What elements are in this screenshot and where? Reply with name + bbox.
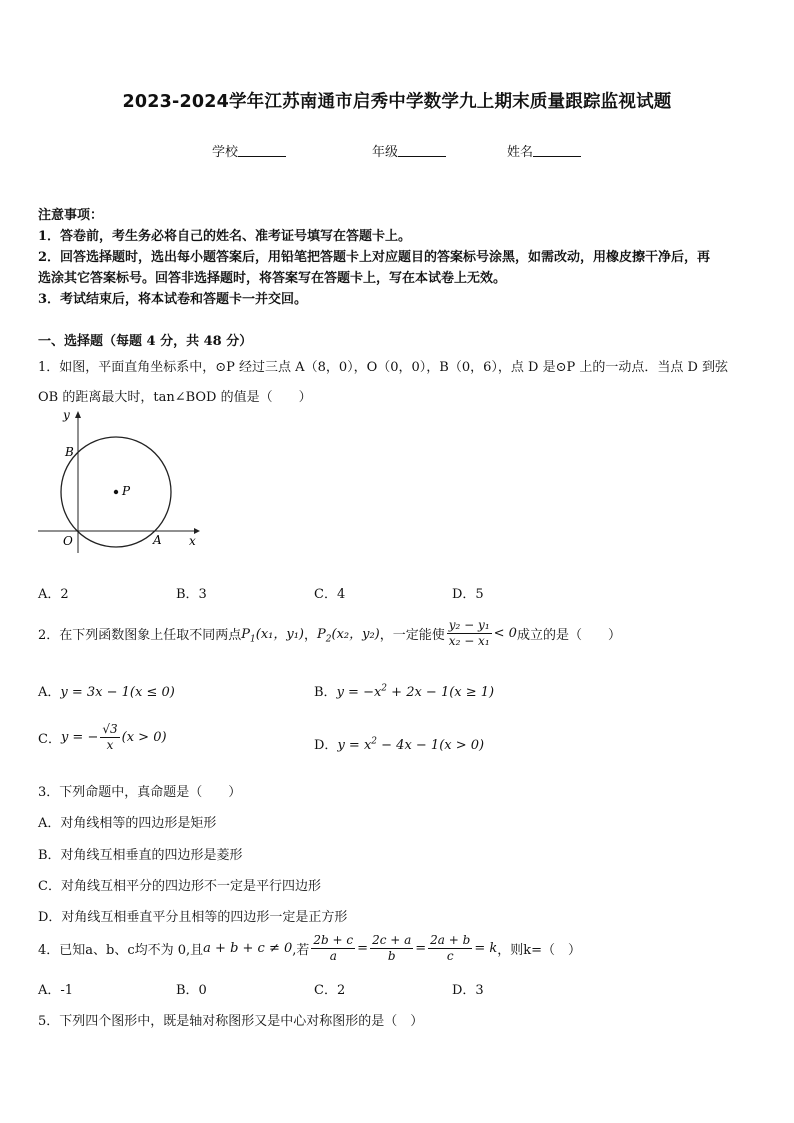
school-blank xyxy=(238,144,286,157)
q4-stem xyxy=(38,933,581,964)
q3-option-c: C．对角线互相平分的四边形不一定是平行四边形 xyxy=(38,879,321,894)
q2-option-a xyxy=(38,681,175,700)
q3-option-b: B．对角线互相垂直的四边形是菱形 xyxy=(38,848,243,863)
q1-line1: 1．如图，平面直角坐标系中，⊙P 经过三点 A（8，0），O（0，0），B（0，6），点 D 是⊙P 上的一动点．当点 D 到弦 xyxy=(38,360,729,375)
q2-b-label: B． xyxy=(314,685,337,700)
q4-if: ,若 xyxy=(292,943,310,958)
q2-d-pre: y = x xyxy=(337,738,372,753)
note-3: 3．考试结束后，将本试卷和答题卡一并交回。 xyxy=(38,292,308,307)
q2-d-sup: 2 xyxy=(371,736,378,747)
q4-frac-2 xyxy=(370,933,413,964)
y-axis-arrow-icon xyxy=(75,411,81,418)
q2-a-expr: y = 3x − 1(x ≤ 0) xyxy=(60,685,175,700)
q1-option-b: B．3 xyxy=(176,587,207,602)
q4-option-a: A．-1 xyxy=(38,983,74,998)
q4-f2-den: b xyxy=(387,949,396,963)
label-x: x xyxy=(189,534,196,548)
q2-frac-den: x₂ − x₁ xyxy=(448,634,490,648)
note-2b: 选涂其它答案标号。回答非选择题时，将答案写在答题卡上，写在本试卷上无效。 xyxy=(38,271,507,286)
note-2a: 2．回答选择题时，选出每小题答案后，用铅笔把答题卡上对应题目的答案标号涂黑，如需改动，用橡皮擦干净后，再 xyxy=(38,250,711,265)
q4-f3-den: c xyxy=(446,949,454,963)
note-1: 1．答卷前，考生务必将自己的姓名、准考证号填写在答题卡上。 xyxy=(38,229,412,244)
q2-p1-letter: P xyxy=(241,626,251,642)
q2-d-post: − 4x − 1(x > 0) xyxy=(377,738,485,753)
q2-sep: ， xyxy=(304,628,318,643)
q2-p2-letter: P xyxy=(317,626,326,642)
label-o: O xyxy=(63,534,73,548)
q2-p2-args: (x₂，y₂) xyxy=(331,626,380,642)
section-heading: 一、选择题（每题 4 分，共 48 分） xyxy=(38,334,253,349)
q2-option-d xyxy=(314,734,484,753)
q4-frac-1 xyxy=(311,933,355,964)
grade-field xyxy=(372,141,446,160)
q4-f2-num: 2c + a xyxy=(372,933,412,947)
q4-eq-2: = xyxy=(415,941,427,956)
q2-frac-num: y₂ − y₁ xyxy=(448,618,490,632)
q2-b-post: + 2x − 1(x ≥ 1) xyxy=(387,685,495,700)
q4-f3-num: 2a + b xyxy=(430,933,471,947)
q4-pre: 4．已知a、b、c均不为 0,且 xyxy=(38,943,204,958)
q2-p1-sub: 1 xyxy=(250,634,256,645)
q3-option-a: A．对角线相等的四边形是矩形 xyxy=(38,816,217,831)
q2-b-sup: 2 xyxy=(381,683,388,694)
q2-p2-sub: 2 xyxy=(325,634,332,645)
label-b: B xyxy=(65,445,74,459)
notes-heading: 注意事项： xyxy=(38,208,104,223)
q2-mid: ，一定能使 xyxy=(379,628,445,643)
q2-post: 成立的是（ ） xyxy=(516,628,621,643)
q4-post: ，则k=（ ） xyxy=(497,943,582,958)
q3-stem: 3．下列命题中，真命题是（ ） xyxy=(38,785,242,800)
school-label: 学校 xyxy=(212,145,239,160)
q2-pre: 2．在下列函数图象上任取不同两点 xyxy=(38,628,242,643)
q1-option-d: D．5 xyxy=(452,587,484,602)
center-point-p xyxy=(114,490,118,494)
q2-b-pre: y = −x xyxy=(336,685,382,700)
q2-fraction xyxy=(447,618,492,649)
label-p: P xyxy=(122,484,131,498)
q5-stem: 5．下列四个图形中，既是轴对称图形又是中心对称图形的是（ ） xyxy=(38,1014,424,1029)
q4-cond: a + b + c ≠ 0 xyxy=(203,941,293,956)
q1-line2: OB 的距离最大时，tan∠BOD 的值是（ ） xyxy=(38,390,312,405)
q2-p1-args: (x₁，y₁) xyxy=(255,626,305,642)
name-label: 姓名 xyxy=(507,145,534,160)
q2-c-label: C． xyxy=(38,732,61,747)
q2-option-c xyxy=(38,722,167,753)
q4-k: = k xyxy=(474,941,498,956)
q1-figure xyxy=(36,410,200,555)
label-y: y xyxy=(63,410,70,422)
q2-stem xyxy=(38,618,621,649)
q2-c-pre: y = − xyxy=(60,730,99,745)
q2-a-label: A． xyxy=(38,685,61,700)
q4-eq-1: = xyxy=(357,941,369,956)
q2-b-expr xyxy=(337,685,495,700)
q2-c-den: x xyxy=(106,738,114,752)
grade-blank xyxy=(398,144,446,157)
q4-f1-num: 2b + c xyxy=(313,933,354,947)
name-field xyxy=(507,141,581,160)
q4-option-d: D．3 xyxy=(452,983,484,998)
q2-lt: < 0 xyxy=(493,626,517,641)
q2-d-expr xyxy=(337,738,484,753)
q2-c-fraction xyxy=(100,722,119,753)
q2-option-b xyxy=(314,681,494,700)
q4-option-c: C．2 xyxy=(314,983,346,998)
q4-option-b: B．0 xyxy=(176,983,207,998)
q2-p1 xyxy=(241,623,304,645)
q2-p2 xyxy=(317,623,380,645)
label-a: A xyxy=(153,533,162,547)
grade-label: 年级 xyxy=(372,145,399,160)
q2-d-label: D． xyxy=(314,738,338,753)
q3-option-d: D．对角线互相垂直平分且相等的四边形一定是正方形 xyxy=(38,910,348,925)
q1-option-a: A．2 xyxy=(38,587,69,602)
school-field xyxy=(212,141,286,160)
page-title: 2023-2024学年江苏南通市启秀中学数学九上期末质量跟踪监视试题 xyxy=(122,92,672,112)
q1-option-c: C．4 xyxy=(314,587,346,602)
q2-c-post: (x > 0) xyxy=(121,730,167,745)
q4-f1-den: a xyxy=(329,949,337,963)
q4-frac-3 xyxy=(428,933,472,964)
q2-c-num: √3 xyxy=(102,722,118,736)
name-blank xyxy=(533,144,581,157)
